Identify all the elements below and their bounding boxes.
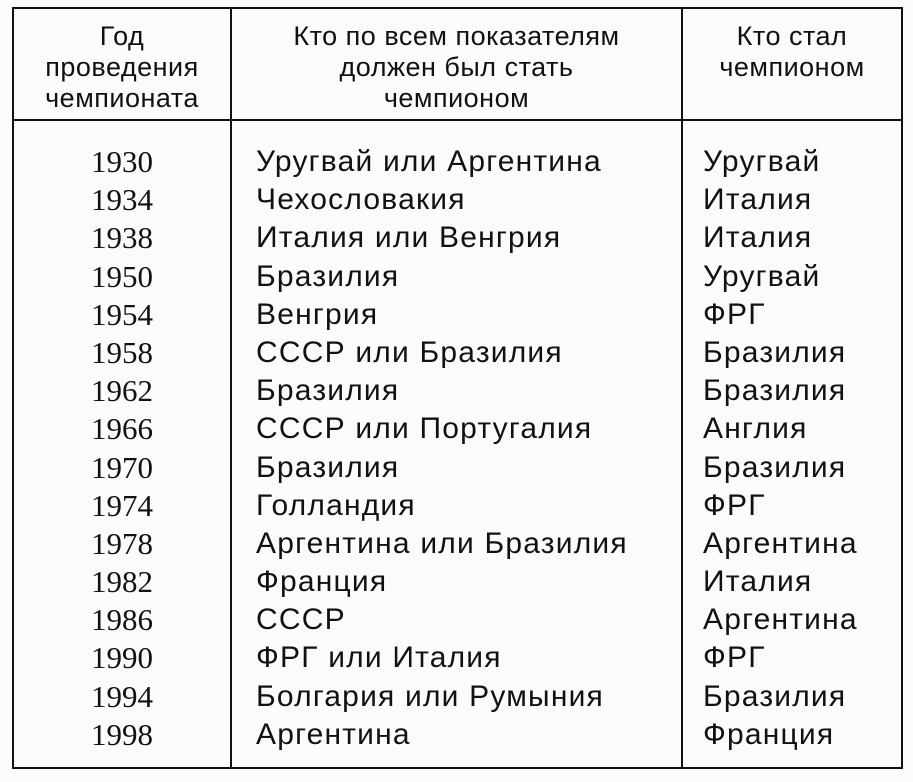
table-row <box>14 334 901 372</box>
table-row <box>14 410 901 448</box>
table-row <box>14 716 901 754</box>
actual-champion-cell: Бразилия <box>703 335 847 369</box>
year-cell: 1954 <box>91 296 153 332</box>
expected-champion-cell: Болгария или Румыния <box>256 679 604 713</box>
expected-champion-cell: Аргентина или Бразилия <box>256 526 628 560</box>
actual-champion-cell: Италия <box>703 183 813 217</box>
header-year: Год проведения чемпионата <box>45 21 199 113</box>
year-cell: 1978 <box>91 525 153 561</box>
header-divider <box>14 119 901 121</box>
actual-champion-cell: Бразилия <box>703 679 847 713</box>
year-cell: 1990 <box>91 640 153 676</box>
table-row <box>14 563 901 601</box>
actual-champion-cell: Аргентина <box>703 526 858 560</box>
expected-champion-cell: Венгрия <box>256 297 379 331</box>
expected-champion-cell: Чехословакия <box>256 183 466 217</box>
table-row <box>14 639 901 677</box>
actual-champion-cell: Уругвай <box>703 145 821 178</box>
actual-champion-cell: Бразилия <box>703 374 847 408</box>
table-row <box>14 487 901 525</box>
header-actual-champion: Кто стал чемпионом <box>719 21 865 82</box>
expected-champion-cell: Аргентина <box>256 717 411 751</box>
year-cell: 1930 <box>91 144 153 179</box>
table-row <box>14 601 901 639</box>
actual-champion-cell: Англия <box>703 412 808 446</box>
actual-champion-cell: ФРГ <box>703 488 766 522</box>
expected-champion-cell: СССР или Португалия <box>256 412 593 446</box>
actual-champion-cell: Бразилия <box>703 450 847 484</box>
actual-champion-cell: Уругвай <box>703 259 821 293</box>
expected-champion-cell: ФРГ или Италия <box>256 641 502 675</box>
expected-champion-cell: СССР <box>256 603 346 637</box>
year-cell: 1966 <box>91 411 153 447</box>
expected-champion-cell: Бразилия <box>256 259 400 293</box>
year-cell: 1938 <box>91 220 153 256</box>
actual-champion-cell: Франция <box>703 717 835 751</box>
table-row <box>14 219 901 257</box>
actual-champion-cell: Италия <box>703 221 813 255</box>
actual-champion-cell: Аргентина <box>703 603 858 637</box>
year-cell: 1950 <box>91 258 153 294</box>
table-row <box>14 143 901 181</box>
expected-champion-cell: Франция <box>256 565 388 599</box>
expected-champion-cell: СССР или Бразилия <box>256 335 563 369</box>
year-cell: 1974 <box>91 487 153 523</box>
year-cell: 1970 <box>91 449 153 485</box>
table-row <box>14 449 901 487</box>
expected-champion-cell: Италия или Венгрия <box>256 221 562 255</box>
actual-champion-cell: ФРГ <box>703 297 766 331</box>
year-cell: 1982 <box>91 564 153 600</box>
table-row <box>14 372 901 410</box>
actual-champion-cell: Италия <box>703 565 813 599</box>
expected-champion-cell: Голландия <box>256 488 416 522</box>
year-cell: 1994 <box>91 678 153 714</box>
championship-table <box>12 7 903 769</box>
year-cell: 1986 <box>91 602 153 638</box>
year-cell: 1934 <box>91 182 153 218</box>
year-cell: 1998 <box>91 716 153 752</box>
table-row <box>14 678 901 716</box>
expected-champion-cell: Бразилия <box>256 374 400 408</box>
table-body <box>14 143 901 754</box>
year-cell: 1962 <box>91 373 153 409</box>
table-row <box>14 181 901 219</box>
expected-champion-cell: Уругвай или Аргентина <box>256 145 602 178</box>
table-row <box>14 296 901 334</box>
expected-champion-cell: Бразилия <box>256 450 400 484</box>
year-cell: 1958 <box>91 334 153 370</box>
header-expected-champion: Кто по всем показателям должен был стать чемпионом <box>293 21 620 113</box>
table-row <box>14 525 901 563</box>
actual-champion-cell: ФРГ <box>703 641 766 675</box>
table-row <box>14 258 901 296</box>
